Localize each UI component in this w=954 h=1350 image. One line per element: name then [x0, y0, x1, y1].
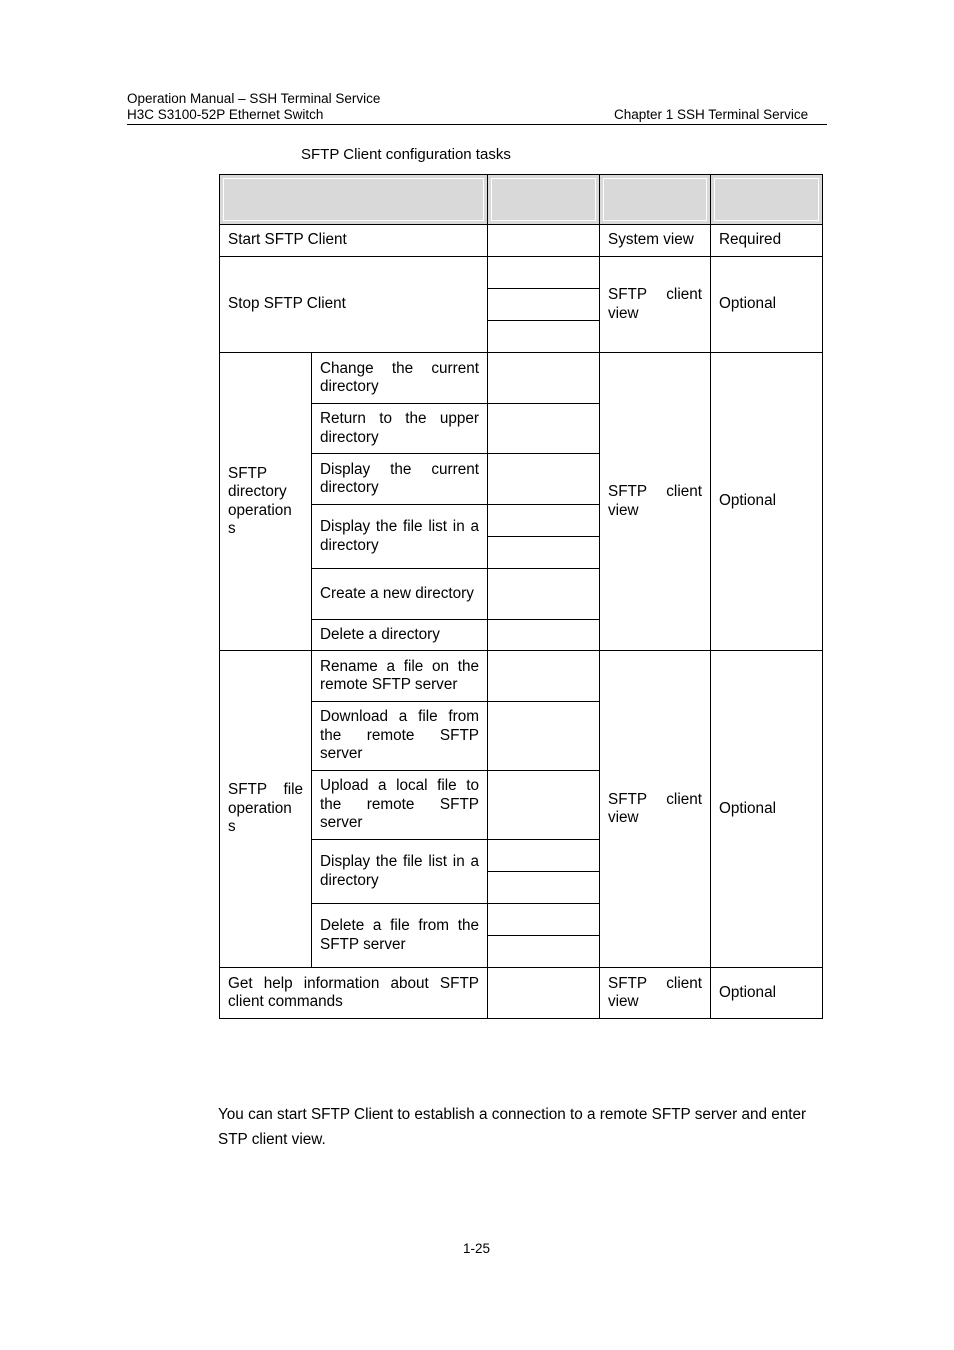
- header-cell-border: [714, 178, 819, 221]
- header-cell-border: [603, 178, 707, 221]
- view-cell: SFTP client view: [599, 256, 711, 353]
- command-cell-empty: [487, 453, 600, 505]
- view-cell: SFTP client view: [599, 352, 711, 651]
- task-stop-sftp-client: Stop SFTP Client: [219, 256, 488, 353]
- task-get-help: Get help information about SFTP client commands: [219, 967, 488, 1019]
- requirement-cell: Optional: [710, 352, 823, 651]
- group-directory-operations: SFTP directory operation s: [219, 352, 312, 651]
- command-cell-empty: [487, 903, 600, 936]
- command-cell-empty: [487, 403, 600, 454]
- header-chapter: Chapter 1 SSH Terminal Service: [614, 107, 809, 122]
- command-cell-empty: [487, 871, 600, 904]
- command-cell-empty: [487, 935, 600, 968]
- header-cell-border: [223, 178, 484, 221]
- header-manual-title: Operation Manual – SSH Terminal Service: [127, 91, 381, 106]
- command-cell-empty: [487, 770, 600, 840]
- command-cell-empty: [487, 504, 600, 537]
- header-product: H3C S3100-52P Ethernet Switch: [127, 107, 324, 122]
- command-cell-empty: [487, 619, 600, 651]
- subtask-delete-directory: Delete a directory: [311, 619, 488, 651]
- requirement-cell: Required: [710, 224, 823, 257]
- body-paragraph: You can start SFTP Client to establish a connection to a remote SFTP server and enter STP client view.: [218, 1106, 807, 1148]
- command-cell-empty: [487, 352, 600, 404]
- command-cell-empty: [487, 288, 600, 321]
- header-cell-border: [491, 178, 596, 221]
- requirement-cell: Optional: [710, 256, 823, 353]
- command-cell-empty: [487, 256, 600, 289]
- subtask-create-directory: Create a new directory: [311, 568, 488, 620]
- subtask-return-upper-directory: Return to the upper directory: [311, 403, 488, 454]
- subtask-download-file: Download a file from the remote SFTP server: [311, 701, 488, 771]
- command-cell-empty: [487, 650, 600, 702]
- table-caption: SFTP Client configuration tasks: [301, 146, 511, 163]
- command-cell-empty: [487, 701, 600, 771]
- subtask-change-directory: Change the current directory: [311, 352, 488, 404]
- view-cell: SFTP client view: [599, 650, 711, 968]
- subtask-display-file-list: Display the file list in a directory: [311, 504, 488, 569]
- subtask-display-current-directory: Display the current directory: [311, 453, 488, 505]
- view-cell: SFTP client view: [599, 967, 711, 1019]
- view-cell: System view: [599, 224, 711, 257]
- subtask-delete-file: Delete a file from the SFTP server: [311, 903, 488, 968]
- command-cell-empty: [487, 536, 600, 569]
- command-cell-empty: [487, 568, 600, 620]
- command-cell-empty: [487, 224, 600, 257]
- task-start-sftp-client: Start SFTP Client: [219, 224, 488, 257]
- subtask-display-file-list: Display the file list in a directory: [311, 839, 488, 904]
- group-file-operations: SFTP file operation s: [219, 650, 312, 968]
- subtask-upload-file: Upload a local file to the remote SFTP server: [311, 770, 488, 840]
- header-divider: [127, 124, 827, 125]
- subtask-rename-file: Rename a file on the remote SFTP server: [311, 650, 488, 702]
- page-number: 1-25: [463, 1241, 491, 1256]
- requirement-cell: Optional: [710, 650, 823, 968]
- command-cell-empty: [487, 967, 600, 1019]
- command-cell-empty: [487, 320, 600, 353]
- requirement-cell: Optional: [710, 967, 823, 1019]
- command-cell-empty: [487, 839, 600, 872]
